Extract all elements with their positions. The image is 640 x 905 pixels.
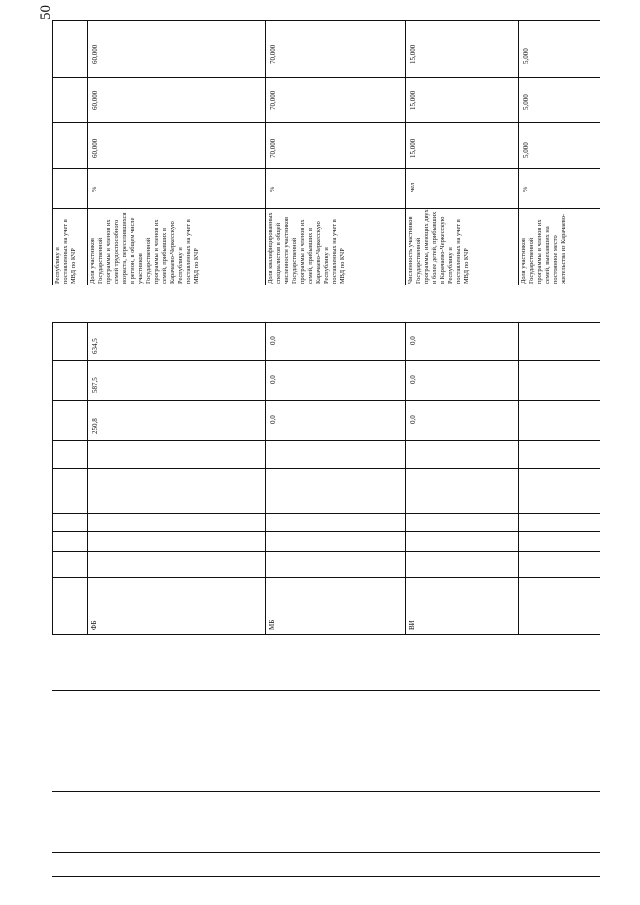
value-cell: 250,8 xyxy=(91,418,99,434)
budget-code: ФБ xyxy=(90,620,98,630)
top-table-col-line xyxy=(52,20,53,285)
value-cell: 634,5 xyxy=(91,338,99,354)
top-table-col-line xyxy=(87,20,88,285)
bottom-table-col-line xyxy=(52,322,53,634)
value-cell: 60,000 xyxy=(91,138,99,158)
indicator-cell: Численность участников Государственной программы, имеющих двух и более детей, прибывших в Карачаево-Черкесскую Республику и поставленных на учет в МВД по КЧР xyxy=(407,209,470,284)
separator-line xyxy=(52,690,600,691)
value-cell: 15,000 xyxy=(409,90,417,110)
value-cell: 15,000 xyxy=(409,138,417,158)
separator-line xyxy=(52,876,600,877)
value-cell: 60,000 xyxy=(91,44,99,64)
budget-code: ВИ xyxy=(408,620,416,630)
indicator-cell: Доля участников Государственной программы и членов их семей, выехавших на постоянное место жительства из Карачаево- xyxy=(520,213,567,284)
value-cell: 0,0 xyxy=(409,336,417,345)
value-cell: 0,0 xyxy=(269,415,277,424)
value-cell: 5,000 xyxy=(522,94,530,110)
value-cell: 5,000 xyxy=(522,142,530,158)
top-table-col-line xyxy=(518,20,519,285)
bottom-table-col-line xyxy=(518,322,519,634)
value-cell: 0,0 xyxy=(269,336,277,345)
value-cell: 587,5 xyxy=(91,377,99,393)
value-cell: 0,0 xyxy=(269,375,277,384)
indicator-cell: Доля квалифицированных специалистов в общей численности участников Государственной программы и членов их семей, прибывших в Карачаево-Черкесскую Республику и поставленных на учет в МВД по КЧР xyxy=(267,212,346,284)
budget-code: МБ xyxy=(268,619,276,630)
value-cell: 15,000 xyxy=(409,44,417,64)
page-number: 50 xyxy=(38,5,54,20)
bottom-table-col-line xyxy=(265,322,266,634)
unit-cell: чел xyxy=(409,182,416,192)
bottom-table-border-bottom xyxy=(52,634,600,635)
value-cell: 70,000 xyxy=(269,44,277,64)
bottom-table-col-line xyxy=(87,322,88,634)
value-cell: 5,000 xyxy=(522,48,530,64)
value-cell: 0,0 xyxy=(409,415,417,424)
separator-line xyxy=(52,791,600,792)
value-cell: 70,000 xyxy=(269,138,277,158)
unit-cell: % xyxy=(522,186,529,192)
unit-cell: % xyxy=(269,186,276,192)
top-table-col-line xyxy=(265,20,266,285)
value-cell: 70,000 xyxy=(269,90,277,110)
value-cell: 0,0 xyxy=(409,375,417,384)
unit-cell: % xyxy=(91,186,98,192)
value-cell: 60,000 xyxy=(91,90,99,110)
top-table-col-line xyxy=(405,20,406,285)
top-table-header-fragment: Республику и поставленных на учет в МВД по КЧР xyxy=(54,219,77,284)
separator-line xyxy=(52,852,600,853)
bottom-table-col-line xyxy=(405,322,406,634)
indicator-cell: Доля участников Государственной программы и членов их семей трудоспособного возраста, переселившихся в регион, в общем числе участников Государственной программы и членов их семей, прибывших в Карачаево-Черкесскую Республику и поставленных на учет в МВД по КЧР xyxy=(89,212,200,284)
